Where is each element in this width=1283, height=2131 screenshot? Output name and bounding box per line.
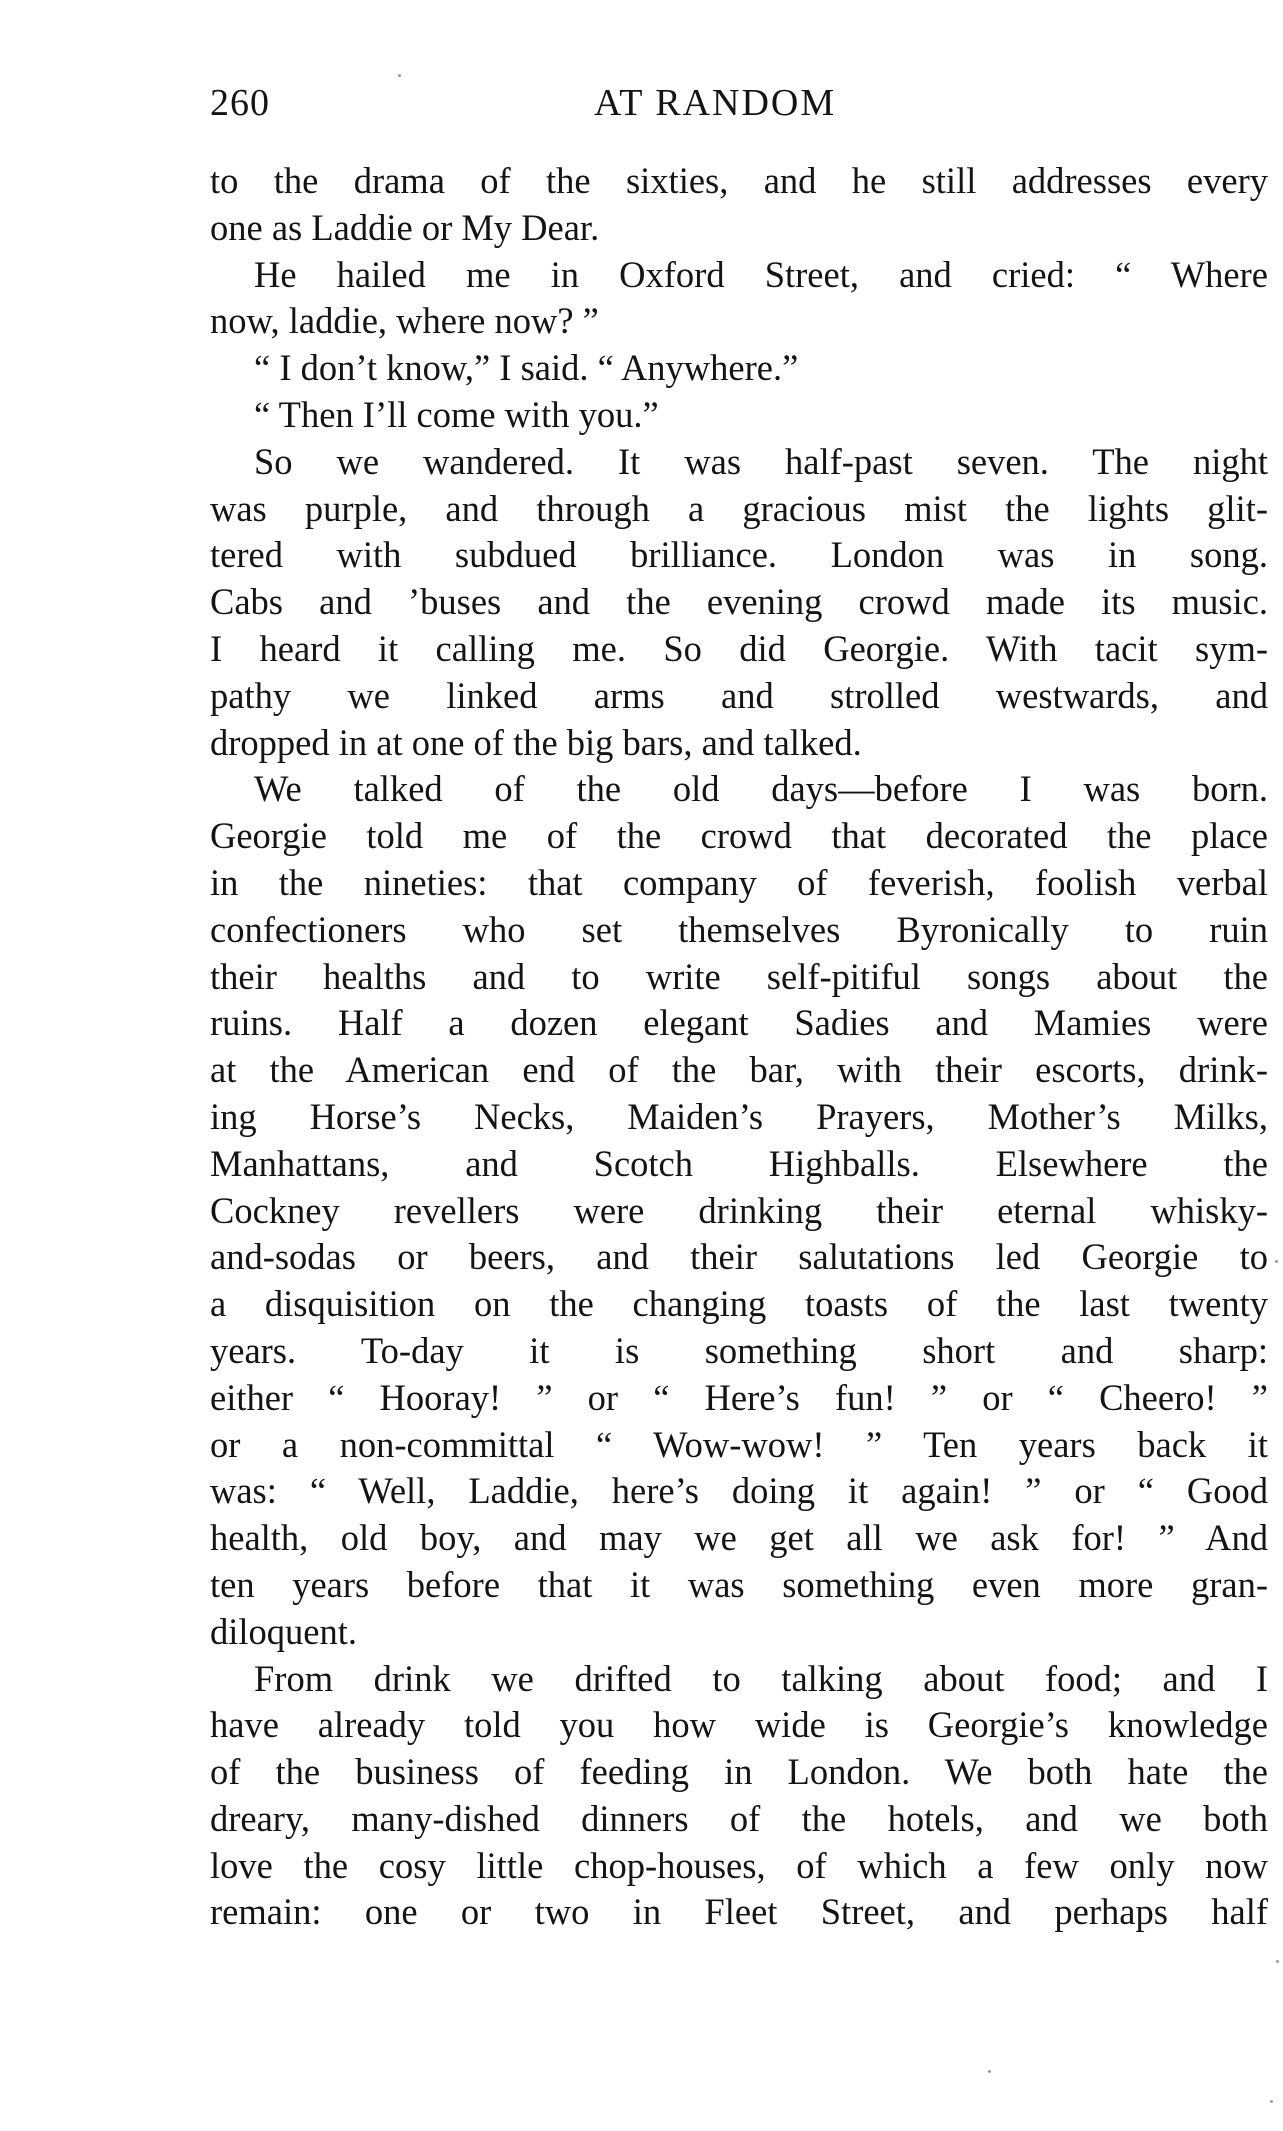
text-line: one as Laddie or My Dear. [210, 206, 600, 248]
text-line: was purple, and through a gracious mist the lights glit- [210, 487, 1268, 529]
text-line: He hailed me in Oxford Street, and cried: “ Where [254, 253, 1268, 295]
text-line: years. To-day it is something short and sharp: [210, 1329, 1268, 1371]
body-text [210, 158, 1268, 1936]
text-line: love the cosy little chop-houses, of which a few only now [210, 1844, 1268, 1886]
text-line: I heard it calling me. So did Georgie. With tacit sym- [210, 627, 1268, 669]
paper-speck [1270, 2100, 1273, 2103]
text-line: Cabs and ’buses and the evening crowd made its music. [210, 581, 1268, 623]
text-line: dropped in at one of the big bars, and talked. [210, 721, 862, 763]
text-line: either “ Hooray! ” or “ Here’s fun! ” or “ Cheero! ” [210, 1376, 1268, 1418]
running-head [210, 78, 1268, 128]
text-line: Manhattans, and Scotch Highballs. Elsewhere the [210, 1142, 1268, 1184]
text-line: Georgie told me of the crowd that decorated the place [210, 815, 1268, 857]
text-line: confectioners who set themselves Byronically to ruin [210, 908, 1268, 950]
text-line: was: “ Well, Laddie, here’s doing it again! ” or “ Good [210, 1470, 1268, 1512]
text-line: diloquent. [210, 1610, 357, 1652]
text-line: Cockney revellers were drinking their eternal whisky- [210, 1189, 1268, 1231]
text-line: We talked of the old days—before I was born. [254, 768, 1268, 810]
text-line: a disquisition on the changing toasts of the last twenty [210, 1283, 1268, 1325]
text-line: their healths and to write self-pitiful songs about the [210, 955, 1268, 997]
text-line: in the nineties: that company of feverish, foolish verbal [210, 861, 1268, 903]
text-line: pathy we linked arms and strolled westwards, and [210, 674, 1268, 716]
text-line: ten years before that it was something even more gran- [210, 1563, 1268, 1605]
text-line: to the drama of the sixties, and he still addresses every [210, 160, 1268, 201]
page-number: 260 [210, 82, 270, 124]
text-line: tered with subdued brilliance. London was in song. [210, 534, 1268, 576]
text-line: health, old boy, and may we get all we ask for! ” And [210, 1517, 1268, 1559]
text-line: “ Then I’ll come with you.” [254, 393, 659, 435]
text-line: and-sodas or beers, and their salutations led Georgie to [210, 1236, 1268, 1278]
running-title: AT RANDOM [594, 82, 837, 124]
text-line: remain: one or two in Fleet Street, and perhaps half [210, 1891, 1268, 1933]
text-line: at the American end of the bar, with their escorts, drink- [210, 1049, 1268, 1091]
text-line: or a non-committal “ Wow-wow! ” Ten years back it [210, 1423, 1268, 1465]
paper-speck [398, 74, 401, 77]
paper-speck [1276, 1960, 1279, 1963]
text-line: “ I don’t know,” I said. “ Anywhere.” [254, 347, 799, 389]
text-line: From drink we drifted to talking about food; and I [254, 1657, 1268, 1699]
text-line: So we wandered. It was half-past seven. The night [254, 440, 1268, 482]
text-line: have already told you how wide is Georgie’s knowledge [210, 1704, 1268, 1746]
text-line: of the business of feeding in London. We both hate the [210, 1751, 1268, 1793]
text-line: dreary, many-dished dinners of the hotels, and we both [210, 1797, 1268, 1839]
paper-speck [1275, 1260, 1278, 1263]
text-line: ruins. Half a dozen elegant Sadies and Mamies were [210, 1002, 1268, 1044]
text-line: now, laddie, where now? ” [210, 300, 599, 342]
text-line: ing Horse’s Necks, Maiden’s Prayers, Mother’s Milks, [210, 1095, 1268, 1137]
paper-speck [988, 2070, 991, 2073]
